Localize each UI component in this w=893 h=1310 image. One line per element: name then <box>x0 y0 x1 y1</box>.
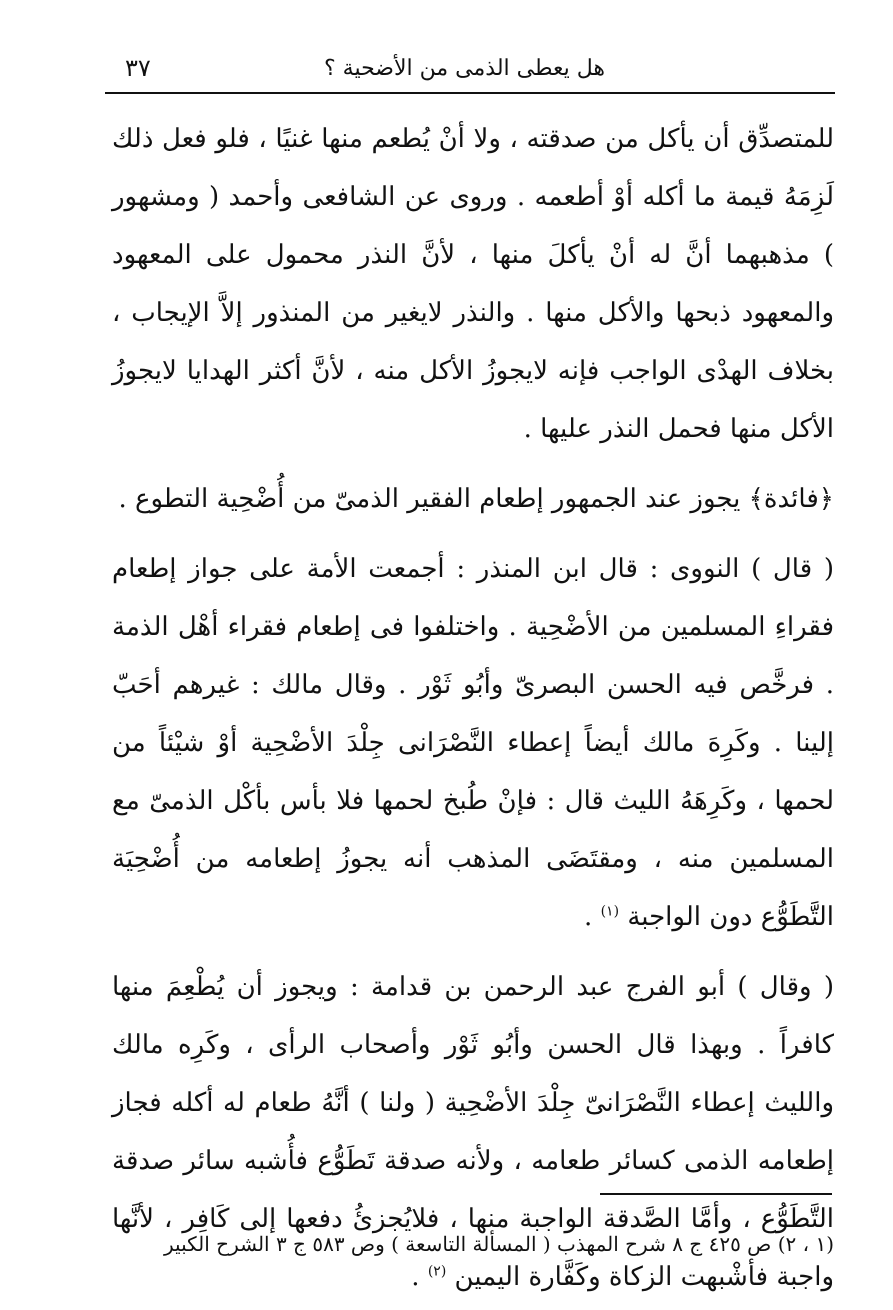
footnote-ref-1: (١) <box>600 903 620 920</box>
paragraph-nawawi <box>112 540 834 946</box>
paragraph-nawawi-text: ( قال ) النووى : قال ابن المنذر : أجمعت الأمة على جواز إطعام فقراءِ المسلمين من الأضْحِية . واختلفوا فى إطعام فقراء أهْل الذمة . فرخَّص فيه الحسن البصرىّ وأبُو ثَوْر . وقال مالك : غيرهم أحَبّ إلينا . وكَرِهَ مالك أيضاً إعطاء النَّصْرَانى جِلْدَ الأضْحِية أوْ شيْئاً من لحمها ، وكَرِهَهُ الليث قال : فإنْ طُبخ لحمها فلا بأس بأكْل الذمىّ مع المسلمين منه ، ومقتَضَى المذهب أنه يجوزُ إطعامه من أُضْحِيَة التَّطَوُّع دون الواجبة <box>112 554 834 932</box>
footnote-ref-2: (٢) <box>427 1263 447 1280</box>
paragraph-ibn-qudama-end: . <box>411 1262 420 1292</box>
page-number: ٣٧ <box>125 54 151 82</box>
paragraph-1 <box>112 110 834 458</box>
paragraph-nawawi-end: . <box>584 902 593 932</box>
header-divider <box>105 92 835 94</box>
body-text <box>112 110 834 1306</box>
footnote: (١ ، ٢) ص ٤٢٥ ج ٨ شرح المهذب ( المسألة التاسعة ) وص ٥٨٣ ج ٣ الشرح الكبير <box>164 1232 834 1256</box>
footnote-divider <box>600 1193 832 1195</box>
paragraph-1-text: للمتصدِّق أن يأكل من صدقته ، ولا أنْ يُطعم منها غنيًا ، فلو فعل ذلك لَزِمَهُ قيمة ما أكله أوْ أطعمه . وروى عن الشافعى وأحمد ( ومشهور ) مذهبهما أنَّ له أنْ يأكلَ منها ، لأنَّ النذر محمول على المعهود والمعهود ذبحها والأكل منها . والنذر لايغير من المنذور إلاَّ الإيجاب ، بخلاف الهدْى الواجب فإنه لايجوزُ الأكل منه ، لأنَّ أكثر الهدايا لايجوزُ الأكل منها فحمل النذر عليها . <box>112 124 834 444</box>
page-title: هل يعطى الذمى من الأضحية ؟ <box>323 55 605 81</box>
paragraph-benefit <box>112 470 834 528</box>
paragraph-ibn-qudama-text: ( وقال ) أبو الفرج عبد الرحمن بن قدامة : ويجوز أن يُطْعِمَ منها كافراً . وبهذا قال الحسن وأبُو ثَوْر وأصحاب الرأى ، وكَرِه مالك والليث إعطاء النَّصْرَانىّ جِلْدَ الأضْحِية ( ولنا ) أنَّهُ طعام له أكله فجاز إطعامه الذمى كسائر طعامه ، ولأنه صدقة تَطَوُّع فأُشبه سائر صدقة التَّطَوُّع ، وأمَّا الصَّدقة الواجبة منها ، فلايُجزئُ دفعها إلى كَافِر ، لأنَّها واجبة فأشْبهت الزكاة وكَفَّارة اليمين <box>112 972 834 1292</box>
paragraph-benefit-text: ﴿فائدة﴾ يجوز عند الجمهور إطعام الفقير الذمىّ من أُضْحِية التطوع . <box>118 484 834 514</box>
page-header <box>105 48 835 88</box>
